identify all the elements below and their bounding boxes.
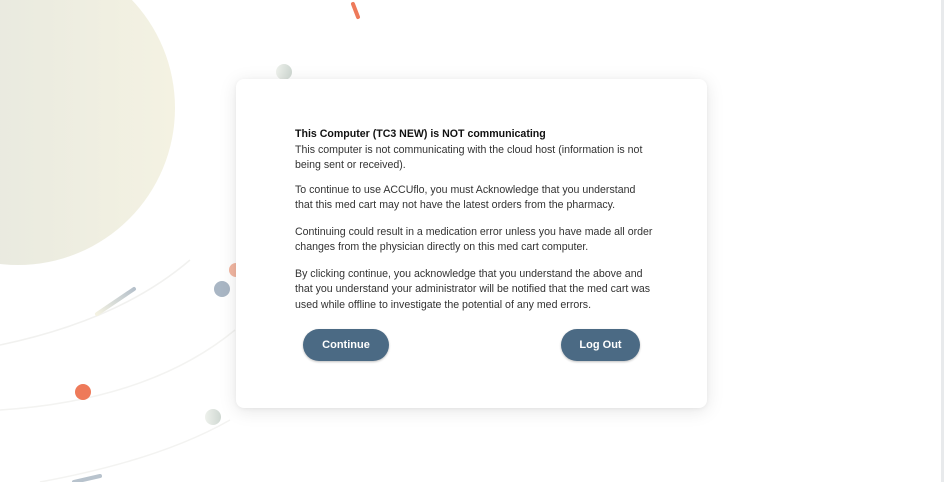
dialog-paragraph: To continue to use ACCUflo, you must Acknowledge that you understand that this med cart may not have the latest orders from the pharmacy. <box>295 183 636 211</box>
continue-button[interactable]: Continue <box>303 329 389 361</box>
decorative-arc <box>0 330 235 410</box>
decorative-dot <box>205 409 221 425</box>
log-out-button[interactable]: Log Out <box>561 329 640 361</box>
decorative-large-circle <box>0 0 175 265</box>
decorative-arc <box>0 260 190 345</box>
dialog-paragraph: By clicking continue, you acknowledge that you understand the above and that you understand your administrator will be notified that the med cart was used while offline to investigate the potential of any med errors. <box>295 267 651 311</box>
decorative-arc <box>40 420 230 482</box>
offline-warning-dialog <box>236 79 707 408</box>
decorative-dot <box>276 64 292 80</box>
decorative-dot <box>214 281 230 297</box>
dialog-body <box>295 127 655 324</box>
decorative-dot <box>75 384 91 400</box>
dialog-title: This Computer (TC3 NEW) is NOT communicating <box>295 128 546 140</box>
dialog-paragraph: This computer is not communicating with the cloud host (information is not being sent or received). <box>295 143 643 171</box>
dialog-paragraph: Continuing could result in a medication error unless you have made all order changes from the physician directly on this med cart computer. <box>295 225 653 253</box>
decorative-streak <box>74 476 100 482</box>
decorative-streak <box>353 4 358 17</box>
